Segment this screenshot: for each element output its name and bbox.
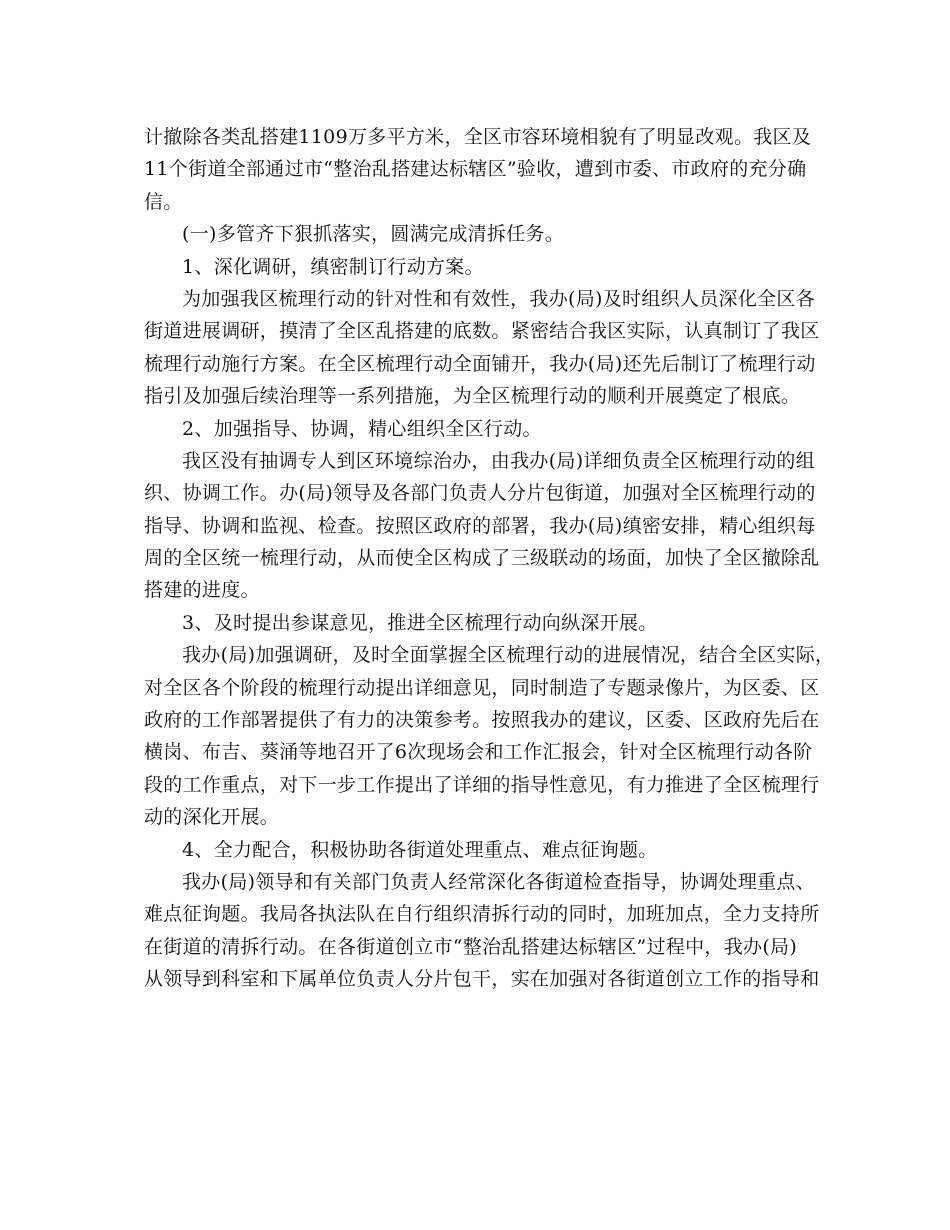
text-line: 在街道的清拆行动。在各街道创立市“整治乱搭建达标辖区”过程中，我办(局) [144,935,798,958]
text-line: 织、协调工作。办(局)领导及各部门负责人分片包街道，加强对全区梳理行动的 [144,482,816,505]
text-line: 从领导到科室和下属单位负责人分片包干，实在加强对各街道创立工作的指导和 [144,968,820,991]
text-line: 4、全力配合，积极协助各街道处理重点、难点征询题。 [182,838,658,861]
text-line: 信。 [144,190,183,213]
text-line: 对全区各个阶段的梳理行动提出详细意见，同时制造了专题录像片，为区委、区 [144,676,820,699]
text-line: 我办(局)领导和有关部门负责人经常深化各街道检查指导，协调处理重点、 [182,870,816,893]
text-line: 段的工作重点，对下一步工作提出了详细的指导性意见，有力推进了全区梳理行 [144,773,820,796]
text-line: 1、深化调研，缜密制订行动方案。 [182,255,484,278]
text-line: (一)多管齐下狠抓落实，圆满完成清拆任务。 [182,223,565,246]
text-line: 我办(局)加强调研，及时全面掌握全区梳理行动的进展情况，结合全区实际， [182,644,835,667]
document-body [144,121,835,996]
text-line: 横岗、布吉、葵涌等地召开了6次现场会和工作汇报会，针对全区梳理行动各阶 [144,741,813,764]
text-line: 3、及时提出参谋意见，推进全区梳理行动向纵深开展。 [182,611,658,634]
text-line: 周的全区统一梳理行动，从而使全区构成了三级联动的场面，加快了全区撤除乱 [144,547,820,570]
text-line: 动的深化开展。 [144,806,280,829]
text-line: 政府的工作部署提供了有力的决策参考。按照我办的建议，区委、区政府先后在 [144,709,820,732]
text-line: 指导、协调和监视、检查。按照区政府的部署，我办(局)缜密安排，精心组织每 [144,514,816,537]
text-line: 梳理行动施行方案。在全区梳理行动全面铺开，我办(局)还先后制订了梳理行动 [144,352,816,375]
text-line: 为加强我区梳理行动的针对性和有效性，我办(局)及时组织人员深化全区各 [182,287,816,310]
text-line: 11个街道全部通过市“整治乱搭建达标辖区”验收，遭到市委、市政府的充分确 [144,158,807,181]
text-line: 2、加强指导、协调，精心组织全区行动。 [182,417,542,440]
text-line: 计撤除各类乱搭建1109万多平方米，全区市容环境相貌有了明显改观。我区及 [144,126,812,148]
text-line: 我区没有抽调专人到区环境综治办，由我办(局)详细负责全区梳理行动的组 [182,449,816,472]
text-line: 难点征询题。我局各执法队在自行组织清拆行动的同时，加班加点，全力支持所 [144,903,820,926]
text-line: 街道进展调研，摸清了全区乱搭建的底数。紧密结合我区实际，认真制订了我区 [144,320,820,343]
text-line: 搭建的进度。 [144,579,260,602]
text-line: 指引及加强后续治理等一系列措施，为全区梳理行动的顺利开展奠定了根底。 [144,385,801,408]
